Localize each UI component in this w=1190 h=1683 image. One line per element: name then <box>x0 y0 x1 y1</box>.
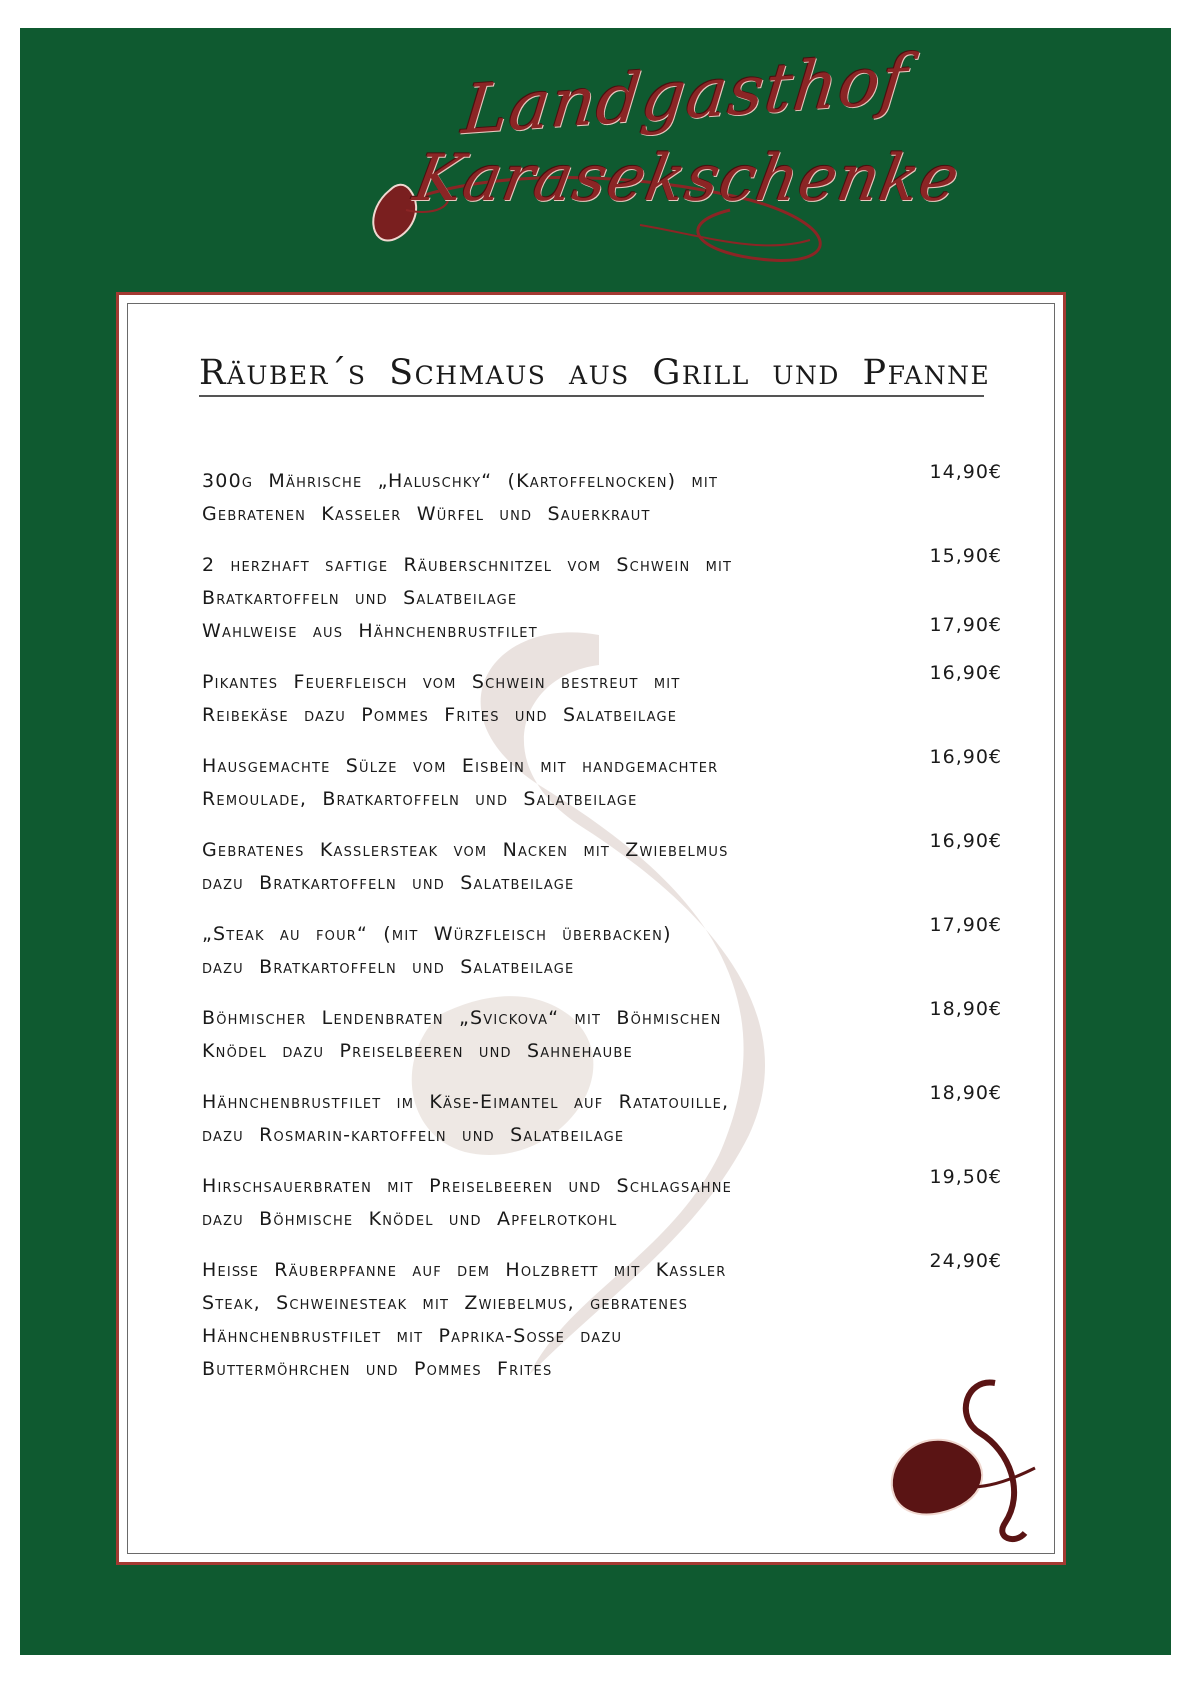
menu-item-description: Gebratenes Kasslersteak vom Nacken mit Zwiebelmus dazu Bratkartoffeln und Salatbeilage <box>202 839 729 894</box>
menu-item <box>202 746 1002 816</box>
menu-item-price: 16,90€ <box>929 662 1002 684</box>
menu-item-price: 18,90€ <box>929 998 1002 1020</box>
brand-logo <box>370 40 966 270</box>
menu-item <box>202 461 1002 531</box>
menu-item-alternative-price: 17,90€ <box>929 614 1002 636</box>
menu-item-price: 17,90€ <box>929 914 1002 936</box>
menu-item <box>202 830 1002 900</box>
menu-item-price: 14,90€ <box>929 461 1002 483</box>
menu-item <box>202 662 1002 732</box>
menu-item-price: 18,90€ <box>929 1082 1002 1104</box>
menu-item-description: 2 herzhaft saftige Räuberschnitzel vom Schwein mit Bratkartoffeln und Salatbeilage <box>202 554 733 609</box>
menu-item-price: 24,90€ <box>929 1250 1002 1272</box>
menu-item-price: 19,50€ <box>929 1166 1002 1188</box>
menu-item-description: 300g Mährische „Haluschky“ (Kartoffelnocken) mit Gebratenen Kasseler Würfel und Sauerkraut <box>202 470 719 525</box>
menu-item-description: Böhmischer Lendenbraten „Svickova“ mit Böhmischen Knödel dazu Preiselbeeren und Sahnehaube <box>202 1007 722 1062</box>
menu-title: Räuber´s Schmaus aus Grill und Pfanne <box>199 353 984 397</box>
brand-line2: Karasekschenke <box>408 142 966 216</box>
menu-item-price: 15,90€ <box>929 545 1002 567</box>
menu-item-description: Hähnchenbrustfilet im Käse-Eimantel auf Ratatouille, dazu Rosmarin-kartoffeln und Salatbeilage <box>202 1091 730 1146</box>
menu-item <box>202 1166 1002 1236</box>
menu-item-alternative-description: Wahlweise aus Hähnchenbrustfilet <box>202 620 538 642</box>
menu-item-price: 16,90€ <box>929 746 1002 768</box>
menu-item-alternative <box>202 615 1002 648</box>
menu-item-description: Hausgemachte Sülze vom Eisbein mit handgemachter Remoulade, Bratkartoffeln und Salatbeilage <box>202 755 719 810</box>
menu-item <box>202 1082 1002 1152</box>
menu-item <box>202 1250 1002 1386</box>
menu-card <box>116 292 1066 1565</box>
menu-item-description: Heiße Räuberpfanne auf dem Holzbrett mit Kassler Steak, Schweinesteak mit Zwiebelmus, gebratenes Hähnchenbrustfilet mit Paprika-Soße dazu Buttermöhrchen und Pommes Frites <box>202 1259 727 1380</box>
menu-item-description: „Steak au four“ (mit Würzfleisch überbacken) dazu Bratkartoffeln und Salatbeilage <box>202 923 672 978</box>
menu-item <box>202 914 1002 984</box>
menu-item-price: 16,90€ <box>929 830 1002 852</box>
menu-item-description: Hirschsauerbraten mit Preiselbeeren und Schlagsahne dazu Böhmische Knödel und Apfelrotkohl <box>202 1175 733 1230</box>
menu-item-description: Pikantes Feuerfleisch vom Schwein bestreut mit Reibekäse dazu Pommes Frites und Salatbeilage <box>202 671 681 726</box>
menu-list <box>202 461 1002 1404</box>
menu-item <box>202 998 1002 1068</box>
menu-item <box>202 545 1002 648</box>
brand-line1: Landgasthof <box>458 40 912 151</box>
